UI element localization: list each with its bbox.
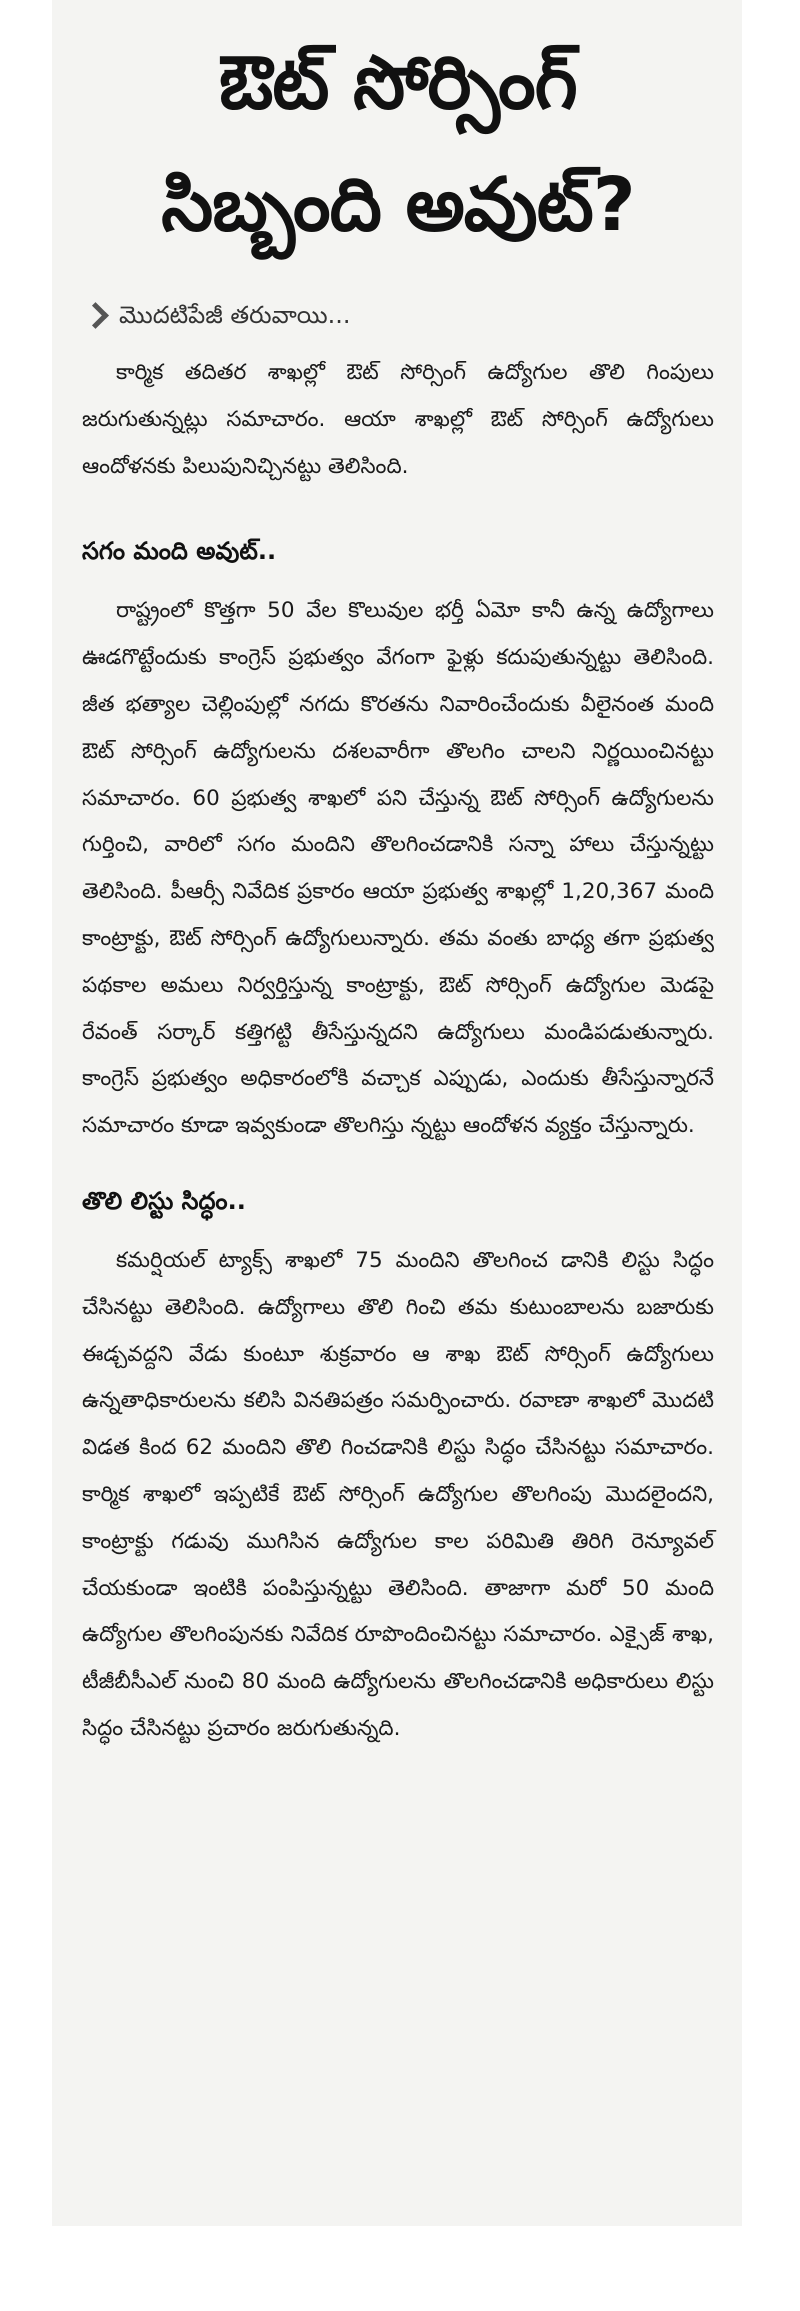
chevron-right-icon — [82, 302, 109, 329]
headline-line-1: ఔట్ సోర్సింగ్ — [219, 40, 577, 126]
news-article — [52, 0, 742, 2226]
article-headline — [82, 0, 714, 266]
section-heading-first-list: తొలి లిస్టు సిద్ధం.. — [82, 1186, 246, 1215]
section-paragraph-first-list: కమర్షియల్ ట్యాక్స్ శాఖలో 75 మందిని తొలగించ డానికి లిస్టు సిద్ధం చేసినట్టు తెలిసింది. ఉద్యోగాలు తొలి గించి తమ కుటుంబాలను బజారుకు ఈడ్చవద్దని వేడు కుంటూ శుక్రవారం ఆ శాఖ ఔట్ సోర్సింగ్ ఉద్యోగులు ఉన్నతాధికారులను కలిసి వినతిపత్రం సమర్పించారు. రవాణా శాఖలో మొదటి విడత కింద 62 మందిని తొలి గించడానికి లిస్టు సిద్ధం చేసినట్టు సమాచారం. కార్మిక శాఖలో ఇప్పటికే ఔట్ సోర్సింగ్ ఉద్యోగుల తొలగింపు మొదలైందని, కాంట్రాక్టు గడువు ముగిసిన ఉద్యోగుల కాల పరిమితి తిరిగి రెన్యూవల్ చేయకుండా ఇంటికి పంపిస్తున్నట్టు తెలిసింది. తాజాగా మరో 50 మంది ఉద్యోగుల తొలగింపునకు నివేదిక రూపొందించినట్టు సమాచారం. ఎక్సైజ్ శాఖ, టీజీబీసీఎల్ నుంచి 80 మంది ఉద్యోగులను తొలగించడానికి అధికారులు లిస్టు సిద్ధం చేసినట్టు ప్రచారం జరుగుతున్నది. — [82, 1247, 714, 1741]
section-paragraph-half-out: రాష్ట్రంలో కొత్తగా 50 వేల కొలువుల భర్తీ ఏమో కానీ ఉన్న ఉద్యోగాలు ఊడగొట్టేందుకు కాంగ్రెస్ ప్రభుత్వం వేగంగా ఫైళ్లు కదుపుతున్నట్టు తెలిసింది. జీత భత్యాల చెల్లింపుల్లో నగదు కొరతను నివారించేందుకు వీలైనంత మంది ఔట్ సోర్సింగ్ ఉద్యోగులను దశలవారీగా తొలగిం చాలని నిర్ణయించినట్టు సమాచారం. 60 ప్రభుత్వ శాఖలో పని చేస్తున్న ఔట్ సోర్సింగ్ ఉద్యోగులను గుర్తించి, వారిలో సగం మందిని తొలగించడానికి సన్నా హాలు చేస్తున్నట్టు తెలిసింది. పీఆర్సీ నివేదిక ప్రకారం ఆయా ప్రభుత్వ శాఖల్లో 1,20,367 మంది కాంట్రాక్టు, ఔట్ సోర్సింగ్ ఉద్యోగులున్నారు. తమ వంతు బాధ్య తగా ప్రభుత్వ పథకాల అమలు నిర్వర్తిస్తున్న కాంట్రాక్టు, ఔట్ సోర్సింగ్ ఉద్యోగుల మెడపై రేవంత్ సర్కార్ కత్తిగట్టి తీసేస్తున్నదని ఉద్యోగులు మండిపడుతున్నారు. కాంగ్రెస్ ప్రభుత్వం అధికారంలోకి వచ్చాక ఎప్పుడు, ఎందుకు తీసేస్తున్నారనే సమాచారం కూడా ఇవ్వకుండా తొలగిస్తు న్నట్టు ఆందోళన వ్యక్తం చేస్తున్నారు. — [82, 598, 714, 1139]
intro-paragraph: కార్మిక తదితర శాఖల్లో ఔట్ సోర్సింగ్ ఉద్యోగుల తొలి గింపులు జరుగుతున్నట్లు సమాచారం. ఆయా శాఖల్లో ఔట్ సోర్సింగ్ ఉద్యోగులు ఆందోళనకు పిలుపునిచ్చినట్టు తెలిసింది. — [82, 360, 714, 479]
headline-line-2: సిబ్బంది అవుట్? — [161, 162, 635, 248]
continued-from-front-page — [82, 300, 714, 330]
section-heading-half-out: సగం మంది అవుట్.. — [82, 537, 277, 566]
continued-label: మొదటిపేజీ తరువాయి... — [119, 301, 351, 329]
